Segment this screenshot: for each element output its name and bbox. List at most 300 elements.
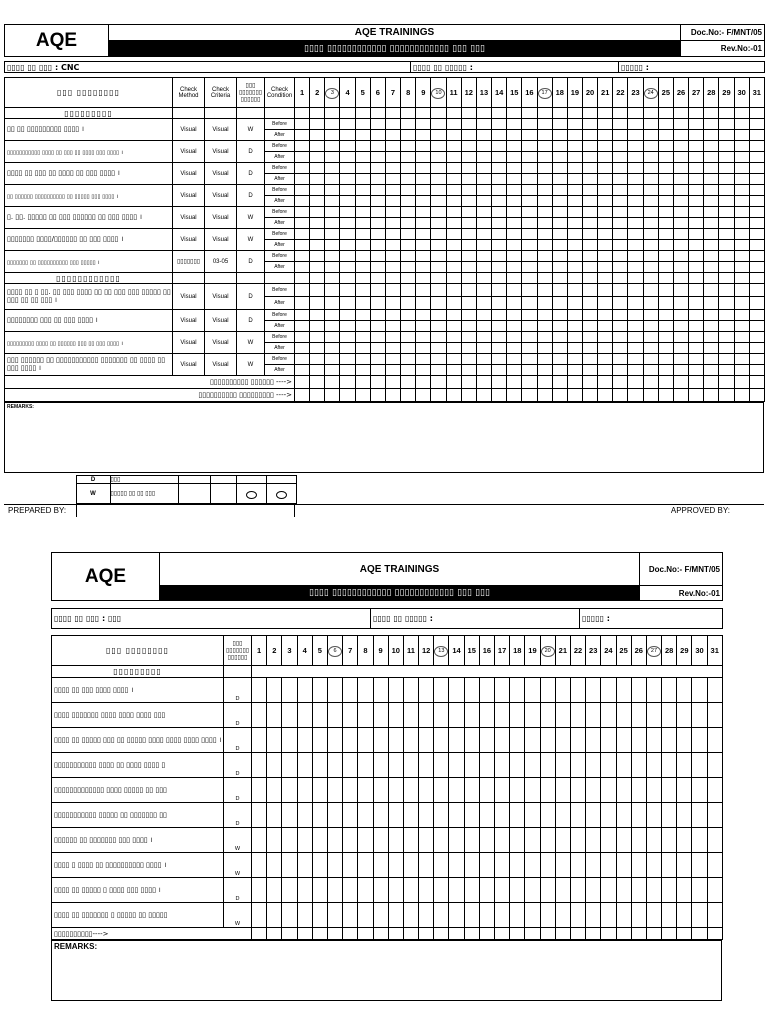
check-cell[interactable]	[416, 354, 431, 365]
check-cell[interactable]	[601, 878, 616, 903]
check-cell[interactable]	[677, 753, 692, 778]
signature-cell[interactable]	[598, 389, 613, 402]
check-cell[interactable]	[643, 262, 658, 273]
check-cell[interactable]	[707, 703, 722, 728]
check-cell[interactable]	[385, 343, 400, 354]
check-cell[interactable]	[552, 240, 567, 251]
check-cell[interactable]	[492, 343, 507, 354]
signature-cell[interactable]	[492, 376, 507, 389]
check-cell[interactable]	[312, 678, 327, 703]
check-cell[interactable]	[295, 163, 310, 174]
check-cell[interactable]	[658, 141, 673, 152]
check-cell[interactable]	[388, 678, 403, 703]
check-cell[interactable]	[446, 196, 461, 207]
check-cell[interactable]	[537, 321, 552, 332]
check-cell[interactable]	[540, 878, 555, 903]
check-cell[interactable]	[689, 310, 704, 321]
check-cell[interactable]	[582, 251, 597, 262]
check-cell[interactable]	[586, 803, 601, 828]
signature-cell[interactable]	[355, 376, 370, 389]
check-cell[interactable]	[419, 803, 434, 828]
check-cell[interactable]	[707, 853, 722, 878]
check-cell[interactable]	[631, 728, 646, 753]
check-cell[interactable]	[507, 365, 522, 376]
check-cell[interactable]	[704, 229, 719, 240]
check-cell[interactable]	[525, 753, 540, 778]
check-cell[interactable]	[567, 185, 582, 196]
check-cell[interactable]	[628, 130, 643, 141]
check-cell[interactable]	[677, 803, 692, 828]
check-cell[interactable]	[310, 229, 325, 240]
check-cell[interactable]	[734, 332, 749, 343]
check-cell[interactable]	[479, 853, 494, 878]
signature-cell[interactable]	[416, 376, 431, 389]
check-cell[interactable]	[507, 262, 522, 273]
check-cell[interactable]	[555, 878, 570, 903]
check-cell[interactable]	[297, 753, 312, 778]
check-cell[interactable]	[598, 196, 613, 207]
check-cell[interactable]	[734, 152, 749, 163]
signature-cell[interactable]	[461, 389, 476, 402]
check-cell[interactable]	[434, 728, 449, 753]
check-cell[interactable]	[586, 878, 601, 903]
check-cell[interactable]	[719, 262, 734, 273]
check-cell[interactable]	[643, 218, 658, 229]
check-cell[interactable]	[340, 343, 355, 354]
check-cell[interactable]	[343, 778, 358, 803]
check-cell[interactable]	[476, 130, 491, 141]
check-cell[interactable]	[704, 218, 719, 229]
check-cell[interactable]	[343, 828, 358, 853]
check-cell[interactable]	[476, 152, 491, 163]
check-cell[interactable]	[325, 207, 340, 218]
check-cell[interactable]	[492, 207, 507, 218]
check-cell[interactable]	[340, 354, 355, 365]
check-cell[interactable]	[476, 207, 491, 218]
check-cell[interactable]	[628, 332, 643, 343]
signature-cell[interactable]	[476, 389, 491, 402]
check-cell[interactable]	[355, 321, 370, 332]
check-cell[interactable]	[707, 803, 722, 828]
check-cell[interactable]	[537, 354, 552, 365]
check-cell[interactable]	[628, 240, 643, 251]
check-cell[interactable]	[734, 163, 749, 174]
check-cell[interactable]	[327, 778, 342, 803]
check-cell[interactable]	[616, 903, 631, 928]
check-cell[interactable]	[416, 163, 431, 174]
check-cell[interactable]	[252, 678, 267, 703]
check-cell[interactable]	[586, 778, 601, 803]
check-cell[interactable]	[567, 284, 582, 297]
signature-cell[interactable]	[582, 389, 597, 402]
check-cell[interactable]	[658, 365, 673, 376]
check-cell[interactable]	[431, 196, 446, 207]
check-cell[interactable]	[355, 218, 370, 229]
check-cell[interactable]	[385, 365, 400, 376]
check-cell[interactable]	[689, 196, 704, 207]
check-cell[interactable]	[658, 354, 673, 365]
check-cell[interactable]	[631, 828, 646, 853]
check-cell[interactable]	[707, 778, 722, 803]
check-cell[interactable]	[431, 163, 446, 174]
check-cell[interactable]	[449, 753, 464, 778]
check-cell[interactable]	[282, 828, 297, 853]
check-cell[interactable]	[586, 853, 601, 878]
check-cell[interactable]	[476, 185, 491, 196]
check-cell[interactable]	[552, 251, 567, 262]
check-cell[interactable]	[449, 878, 464, 903]
check-cell[interactable]	[385, 185, 400, 196]
check-cell[interactable]	[734, 229, 749, 240]
check-cell[interactable]	[673, 174, 688, 185]
check-cell[interactable]	[522, 152, 537, 163]
signature-cell[interactable]	[416, 389, 431, 402]
check-cell[interactable]	[689, 251, 704, 262]
signature-cell[interactable]	[689, 389, 704, 402]
check-cell[interactable]	[434, 753, 449, 778]
check-cell[interactable]	[586, 903, 601, 928]
check-cell[interactable]	[446, 332, 461, 343]
check-cell[interactable]	[522, 365, 537, 376]
check-cell[interactable]	[662, 753, 677, 778]
check-cell[interactable]	[295, 321, 310, 332]
check-cell[interactable]	[401, 343, 416, 354]
check-cell[interactable]	[401, 130, 416, 141]
check-cell[interactable]	[646, 803, 661, 828]
check-cell[interactable]	[522, 332, 537, 343]
check-cell[interactable]	[446, 365, 461, 376]
check-cell[interactable]	[385, 163, 400, 174]
check-cell[interactable]	[552, 262, 567, 273]
check-cell[interactable]	[719, 163, 734, 174]
check-cell[interactable]	[567, 240, 582, 251]
check-cell[interactable]	[719, 218, 734, 229]
check-cell[interactable]	[631, 903, 646, 928]
check-cell[interactable]	[267, 703, 282, 728]
check-cell[interactable]	[643, 141, 658, 152]
check-cell[interactable]	[403, 703, 418, 728]
check-cell[interactable]	[464, 753, 479, 778]
check-cell[interactable]	[355, 251, 370, 262]
check-cell[interactable]	[507, 196, 522, 207]
check-cell[interactable]	[631, 878, 646, 903]
check-cell[interactable]	[340, 332, 355, 343]
check-cell[interactable]	[464, 803, 479, 828]
check-cell[interactable]	[282, 728, 297, 753]
check-cell[interactable]	[734, 251, 749, 262]
check-cell[interactable]	[416, 251, 431, 262]
signature-cell[interactable]	[522, 376, 537, 389]
signature-cell[interactable]	[340, 376, 355, 389]
check-cell[interactable]	[507, 207, 522, 218]
check-cell[interactable]	[582, 218, 597, 229]
check-cell[interactable]	[658, 343, 673, 354]
check-cell[interactable]	[734, 196, 749, 207]
check-cell[interactable]	[297, 678, 312, 703]
check-cell[interactable]	[385, 174, 400, 185]
signature-cell[interactable]	[586, 928, 601, 940]
check-cell[interactable]	[643, 185, 658, 196]
check-cell[interactable]	[446, 284, 461, 297]
check-cell[interactable]	[492, 130, 507, 141]
check-cell[interactable]	[252, 778, 267, 803]
check-cell[interactable]	[358, 753, 373, 778]
check-cell[interactable]	[495, 753, 510, 778]
check-cell[interactable]	[358, 828, 373, 853]
check-cell[interactable]	[492, 196, 507, 207]
check-cell[interactable]	[707, 728, 722, 753]
check-cell[interactable]	[719, 321, 734, 332]
check-cell[interactable]	[582, 119, 597, 130]
signature-cell[interactable]	[537, 376, 552, 389]
check-cell[interactable]	[434, 703, 449, 728]
check-cell[interactable]	[358, 678, 373, 703]
signature-cell[interactable]	[719, 376, 734, 389]
check-cell[interactable]	[522, 262, 537, 273]
check-cell[interactable]	[416, 185, 431, 196]
signature-cell[interactable]	[343, 928, 358, 940]
signature-cell[interactable]	[310, 389, 325, 402]
check-cell[interactable]	[662, 853, 677, 878]
check-cell[interactable]	[658, 185, 673, 196]
check-cell[interactable]	[495, 728, 510, 753]
check-cell[interactable]	[552, 218, 567, 229]
check-cell[interactable]	[692, 878, 707, 903]
check-cell[interactable]	[646, 903, 661, 928]
check-cell[interactable]	[492, 354, 507, 365]
check-cell[interactable]	[537, 332, 552, 343]
check-cell[interactable]	[476, 354, 491, 365]
check-cell[interactable]	[370, 152, 385, 163]
check-cell[interactable]	[355, 163, 370, 174]
check-cell[interactable]	[464, 703, 479, 728]
check-cell[interactable]	[476, 310, 491, 321]
check-cell[interactable]	[312, 828, 327, 853]
signature-cell[interactable]	[461, 376, 476, 389]
check-cell[interactable]	[401, 354, 416, 365]
check-cell[interactable]	[358, 778, 373, 803]
check-cell[interactable]	[461, 321, 476, 332]
check-cell[interactable]	[252, 878, 267, 903]
check-cell[interactable]	[662, 803, 677, 828]
check-cell[interactable]	[434, 878, 449, 903]
check-cell[interactable]	[567, 297, 582, 310]
check-cell[interactable]	[613, 343, 628, 354]
signature-cell[interactable]	[370, 376, 385, 389]
check-cell[interactable]	[370, 207, 385, 218]
check-cell[interactable]	[297, 878, 312, 903]
check-cell[interactable]	[446, 343, 461, 354]
check-cell[interactable]	[507, 152, 522, 163]
signature-cell[interactable]	[628, 389, 643, 402]
check-cell[interactable]	[707, 678, 722, 703]
check-cell[interactable]	[373, 728, 388, 753]
check-cell[interactable]	[719, 130, 734, 141]
check-cell[interactable]	[689, 185, 704, 196]
check-cell[interactable]	[658, 240, 673, 251]
check-cell[interactable]	[510, 728, 525, 753]
check-cell[interactable]	[310, 297, 325, 310]
check-cell[interactable]	[555, 728, 570, 753]
check-cell[interactable]	[631, 803, 646, 828]
check-cell[interactable]	[479, 903, 494, 928]
check-cell[interactable]	[373, 703, 388, 728]
check-cell[interactable]	[267, 828, 282, 853]
check-cell[interactable]	[540, 703, 555, 728]
check-cell[interactable]	[388, 828, 403, 853]
check-cell[interactable]	[434, 903, 449, 928]
check-cell[interactable]	[282, 778, 297, 803]
check-cell[interactable]	[510, 853, 525, 878]
check-cell[interactable]	[340, 310, 355, 321]
check-cell[interactable]	[358, 803, 373, 828]
check-cell[interactable]	[692, 703, 707, 728]
check-cell[interactable]	[749, 196, 764, 207]
check-cell[interactable]	[385, 284, 400, 297]
check-cell[interactable]	[613, 240, 628, 251]
check-cell[interactable]	[704, 262, 719, 273]
check-cell[interactable]	[734, 218, 749, 229]
check-cell[interactable]	[628, 174, 643, 185]
check-cell[interactable]	[476, 262, 491, 273]
check-cell[interactable]	[476, 332, 491, 343]
check-cell[interactable]	[552, 354, 567, 365]
check-cell[interactable]	[689, 297, 704, 310]
check-cell[interactable]	[613, 310, 628, 321]
check-cell[interactable]	[310, 262, 325, 273]
check-cell[interactable]	[507, 229, 522, 240]
signature-cell[interactable]	[631, 928, 646, 940]
check-cell[interactable]	[643, 229, 658, 240]
check-cell[interactable]	[616, 853, 631, 878]
check-cell[interactable]	[492, 229, 507, 240]
signature-cell[interactable]	[282, 928, 297, 940]
check-cell[interactable]	[507, 284, 522, 297]
check-cell[interactable]	[643, 152, 658, 163]
check-cell[interactable]	[719, 229, 734, 240]
check-cell[interactable]	[582, 240, 597, 251]
check-cell[interactable]	[658, 196, 673, 207]
check-cell[interactable]	[312, 878, 327, 903]
check-cell[interactable]	[704, 141, 719, 152]
check-cell[interactable]	[643, 174, 658, 185]
check-cell[interactable]	[537, 240, 552, 251]
check-cell[interactable]	[370, 141, 385, 152]
check-cell[interactable]	[401, 196, 416, 207]
check-cell[interactable]	[677, 728, 692, 753]
signature-cell[interactable]	[643, 376, 658, 389]
check-cell[interactable]	[598, 218, 613, 229]
signature-cell[interactable]	[388, 928, 403, 940]
check-cell[interactable]	[343, 703, 358, 728]
check-cell[interactable]	[537, 310, 552, 321]
signature-cell[interactable]	[613, 376, 628, 389]
check-cell[interactable]	[355, 174, 370, 185]
check-cell[interactable]	[540, 728, 555, 753]
check-cell[interactable]	[598, 207, 613, 218]
check-cell[interactable]	[385, 119, 400, 130]
check-cell[interactable]	[310, 251, 325, 262]
check-cell[interactable]	[373, 878, 388, 903]
check-cell[interactable]	[476, 321, 491, 332]
check-cell[interactable]	[673, 343, 688, 354]
check-cell[interactable]	[552, 163, 567, 174]
check-cell[interactable]	[555, 778, 570, 803]
check-cell[interactable]	[628, 207, 643, 218]
check-cell[interactable]	[719, 152, 734, 163]
check-cell[interactable]	[522, 218, 537, 229]
check-cell[interactable]	[643, 240, 658, 251]
check-cell[interactable]	[567, 321, 582, 332]
signature-cell[interactable]	[567, 376, 582, 389]
signature-cell[interactable]	[598, 376, 613, 389]
check-cell[interactable]	[567, 130, 582, 141]
signature-cell[interactable]	[707, 928, 722, 940]
check-cell[interactable]	[673, 297, 688, 310]
check-cell[interactable]	[658, 297, 673, 310]
check-cell[interactable]	[385, 229, 400, 240]
check-cell[interactable]	[358, 878, 373, 903]
check-cell[interactable]	[431, 365, 446, 376]
check-cell[interactable]	[749, 207, 764, 218]
check-cell[interactable]	[385, 354, 400, 365]
check-cell[interactable]	[495, 853, 510, 878]
check-cell[interactable]	[749, 185, 764, 196]
remarks-field[interactable]: REMARKS:	[52, 941, 722, 1001]
check-cell[interactable]	[355, 332, 370, 343]
check-cell[interactable]	[582, 354, 597, 365]
check-cell[interactable]	[613, 130, 628, 141]
check-cell[interactable]	[403, 853, 418, 878]
check-cell[interactable]	[719, 284, 734, 297]
check-cell[interactable]	[267, 753, 282, 778]
check-cell[interactable]	[631, 678, 646, 703]
check-cell[interactable]	[355, 119, 370, 130]
check-cell[interactable]	[507, 130, 522, 141]
check-cell[interactable]	[522, 130, 537, 141]
check-cell[interactable]	[495, 703, 510, 728]
signature-cell[interactable]	[431, 389, 446, 402]
check-cell[interactable]	[537, 141, 552, 152]
check-cell[interactable]	[370, 185, 385, 196]
check-cell[interactable]	[295, 332, 310, 343]
check-cell[interactable]	[734, 297, 749, 310]
check-cell[interactable]	[601, 753, 616, 778]
check-cell[interactable]	[522, 240, 537, 251]
check-cell[interactable]	[419, 728, 434, 753]
check-cell[interactable]	[252, 728, 267, 753]
check-cell[interactable]	[734, 343, 749, 354]
check-cell[interactable]	[570, 678, 585, 703]
signature-cell[interactable]	[479, 928, 494, 940]
check-cell[interactable]	[370, 354, 385, 365]
check-cell[interactable]	[689, 321, 704, 332]
check-cell[interactable]	[370, 174, 385, 185]
check-cell[interactable]	[343, 753, 358, 778]
check-cell[interactable]	[282, 703, 297, 728]
check-cell[interactable]	[628, 354, 643, 365]
check-cell[interactable]	[267, 803, 282, 828]
check-cell[interactable]	[677, 703, 692, 728]
check-cell[interactable]	[613, 332, 628, 343]
signature-cell[interactable]	[492, 389, 507, 402]
check-cell[interactable]	[522, 297, 537, 310]
check-cell[interactable]	[540, 803, 555, 828]
check-cell[interactable]	[613, 229, 628, 240]
check-cell[interactable]	[658, 163, 673, 174]
check-cell[interactable]	[340, 365, 355, 376]
check-cell[interactable]	[340, 152, 355, 163]
